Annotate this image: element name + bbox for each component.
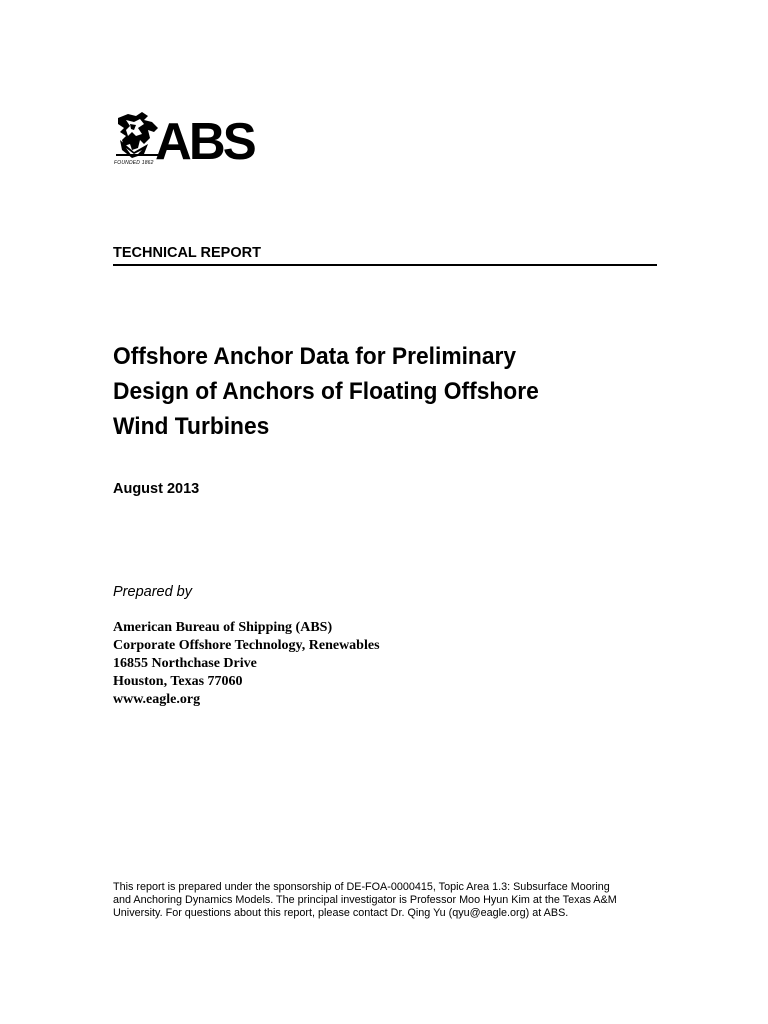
title-line: Wind Turbines bbox=[113, 413, 270, 440]
publication-date: August 2013 bbox=[113, 481, 200, 497]
report-type-heading: TECHNICAL REPORT bbox=[113, 245, 261, 261]
footnote-line: and Anchoring Dynamics Models. The principal investigator is Professor Moo Hyun Kim at the Texas A&M bbox=[113, 894, 617, 906]
eagle-emblem-icon bbox=[114, 110, 160, 162]
prepared-by-label: Prepared by bbox=[113, 584, 192, 600]
footnote-line: This report is prepared under the sponsorship of DE-FOA-0000415, Topic Area 1.3: Subsurface Mooring bbox=[113, 881, 610, 893]
header-divider bbox=[113, 264, 657, 266]
address-line: Corporate Offshore Technology, Renewables bbox=[113, 638, 380, 653]
title-line: Offshore Anchor Data for Preliminary bbox=[113, 343, 517, 370]
address-line: American Bureau of Shipping (ABS) bbox=[113, 620, 333, 635]
address-line: Houston, Texas 77060 bbox=[113, 674, 243, 689]
address-line: 16855 Northchase Drive bbox=[113, 656, 257, 671]
footnote-line: University. For questions about this report, please contact Dr. Qing Yu (qyu@eagle.org) at ABS. bbox=[113, 907, 569, 919]
logo-founded-text: FOUNDED 1862 bbox=[114, 160, 154, 166]
website-link[interactable]: www.eagle.org bbox=[113, 692, 201, 707]
logo-wordmark: ABS bbox=[155, 113, 254, 171]
sponsorship-note bbox=[113, 881, 673, 920]
organization-address bbox=[113, 619, 380, 709]
document-title bbox=[113, 339, 634, 444]
title-line: Design of Anchors of Floating Offshore bbox=[113, 378, 539, 405]
abs-logo bbox=[114, 110, 274, 172]
